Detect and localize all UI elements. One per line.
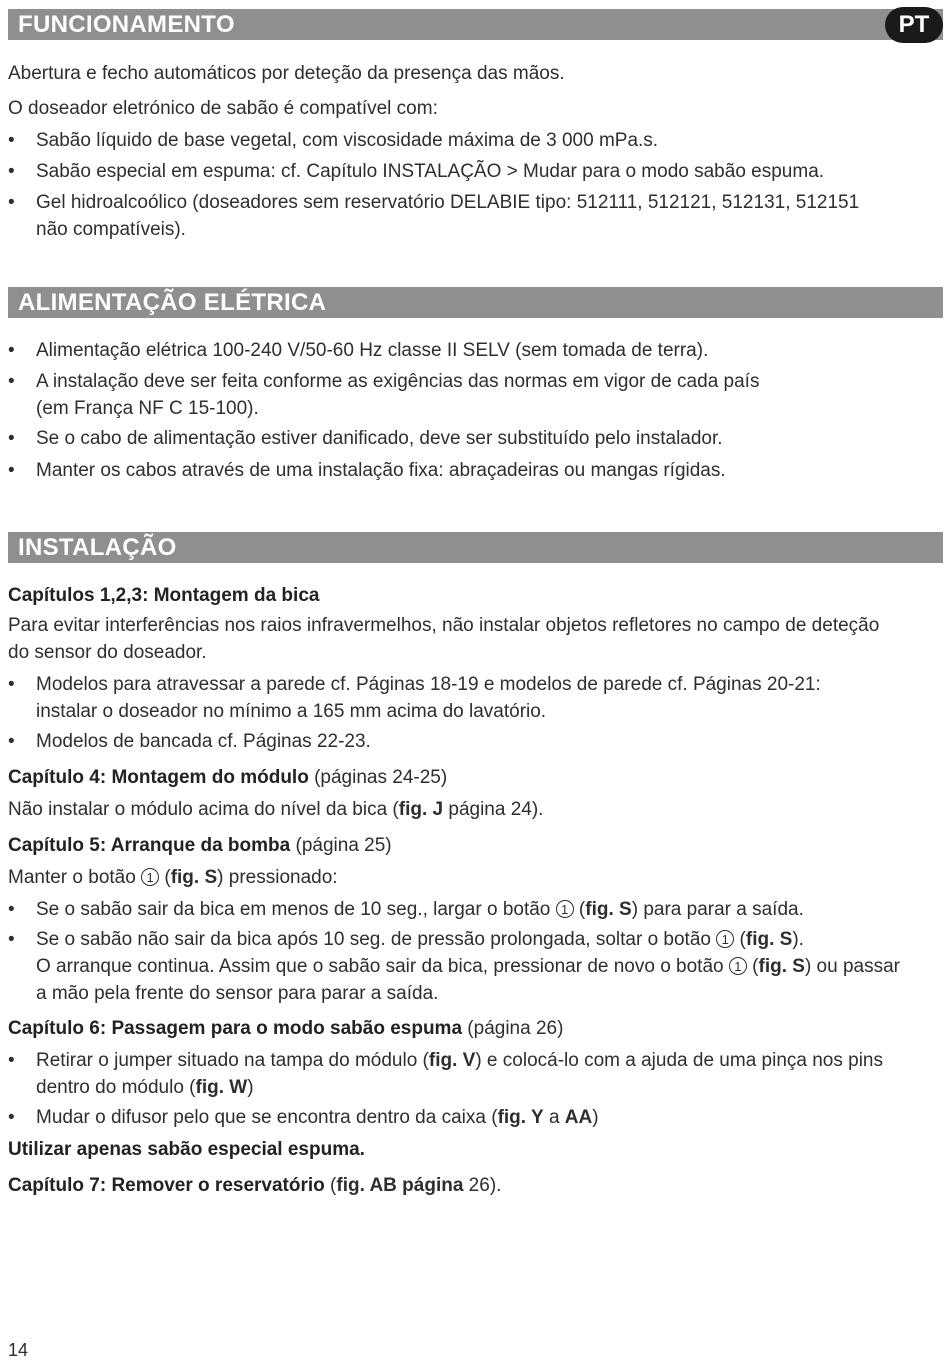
bullet: • <box>8 130 15 151</box>
paragraph: Não instalar o módulo acima do nível da bica (fig. J página 24). <box>8 799 544 820</box>
paragraph: Manter o botão 1 (fig. S) pressionado: <box>8 867 338 888</box>
section-header-alimentacao <box>8 287 943 318</box>
note: Utilizar apenas sabão especial espuma. <box>8 1139 365 1160</box>
bullet: • <box>8 929 15 950</box>
chapter-heading: Capítulos 1,2,3: Montagem da bica <box>8 585 320 606</box>
paragraph: O doseador eletrónico de sabão é compatível com: <box>8 98 438 119</box>
chapter-heading: Capítulo 5: Arranque da bomba (página 25) <box>8 835 392 856</box>
bullet: • <box>8 1107 15 1128</box>
language-badge: PT <box>885 7 943 43</box>
button-one-icon: 1 <box>716 930 734 948</box>
bullet: • <box>8 340 15 361</box>
chapter-heading: Capítulo 6: Passagem para o modo sabão espuma (página 26) <box>8 1018 564 1039</box>
section-header-instalacao <box>8 532 943 563</box>
bullet: • <box>8 899 15 920</box>
bullet: • <box>8 460 15 481</box>
bullet: • <box>8 674 15 695</box>
page-number: 14 <box>8 1340 29 1360</box>
section-header-funcionamento <box>8 9 943 40</box>
bullet: • <box>8 428 15 449</box>
bullet: • <box>8 1050 15 1071</box>
section-title: FUNCIONAMENTO <box>18 11 235 38</box>
button-one-icon: 1 <box>729 957 747 975</box>
section-title: ALIMENTAÇÃO ELÉTRICA <box>18 289 327 316</box>
button-one-icon: 1 <box>141 868 159 886</box>
paragraph: Para evitar interferências nos raios infravermelhos, não instalar objetos refletores no campo de deteção do sensor do doseador. <box>8 615 880 663</box>
chapter-heading: Capítulo 4: Montagem do módulo (páginas 24-25) <box>8 767 448 788</box>
bullet: • <box>8 731 15 752</box>
bullet: • <box>8 161 15 182</box>
paragraph: Abertura e fecho automáticos por deteção da presença das mãos. <box>8 63 565 84</box>
chapter-heading: Capítulo 7: Remover o reservatório (fig. AB página 26). <box>8 1175 502 1196</box>
section-title: INSTALAÇÃO <box>18 534 177 561</box>
bullet: • <box>8 371 15 392</box>
button-one-icon: 1 <box>556 900 574 918</box>
bullet: • <box>8 192 15 213</box>
